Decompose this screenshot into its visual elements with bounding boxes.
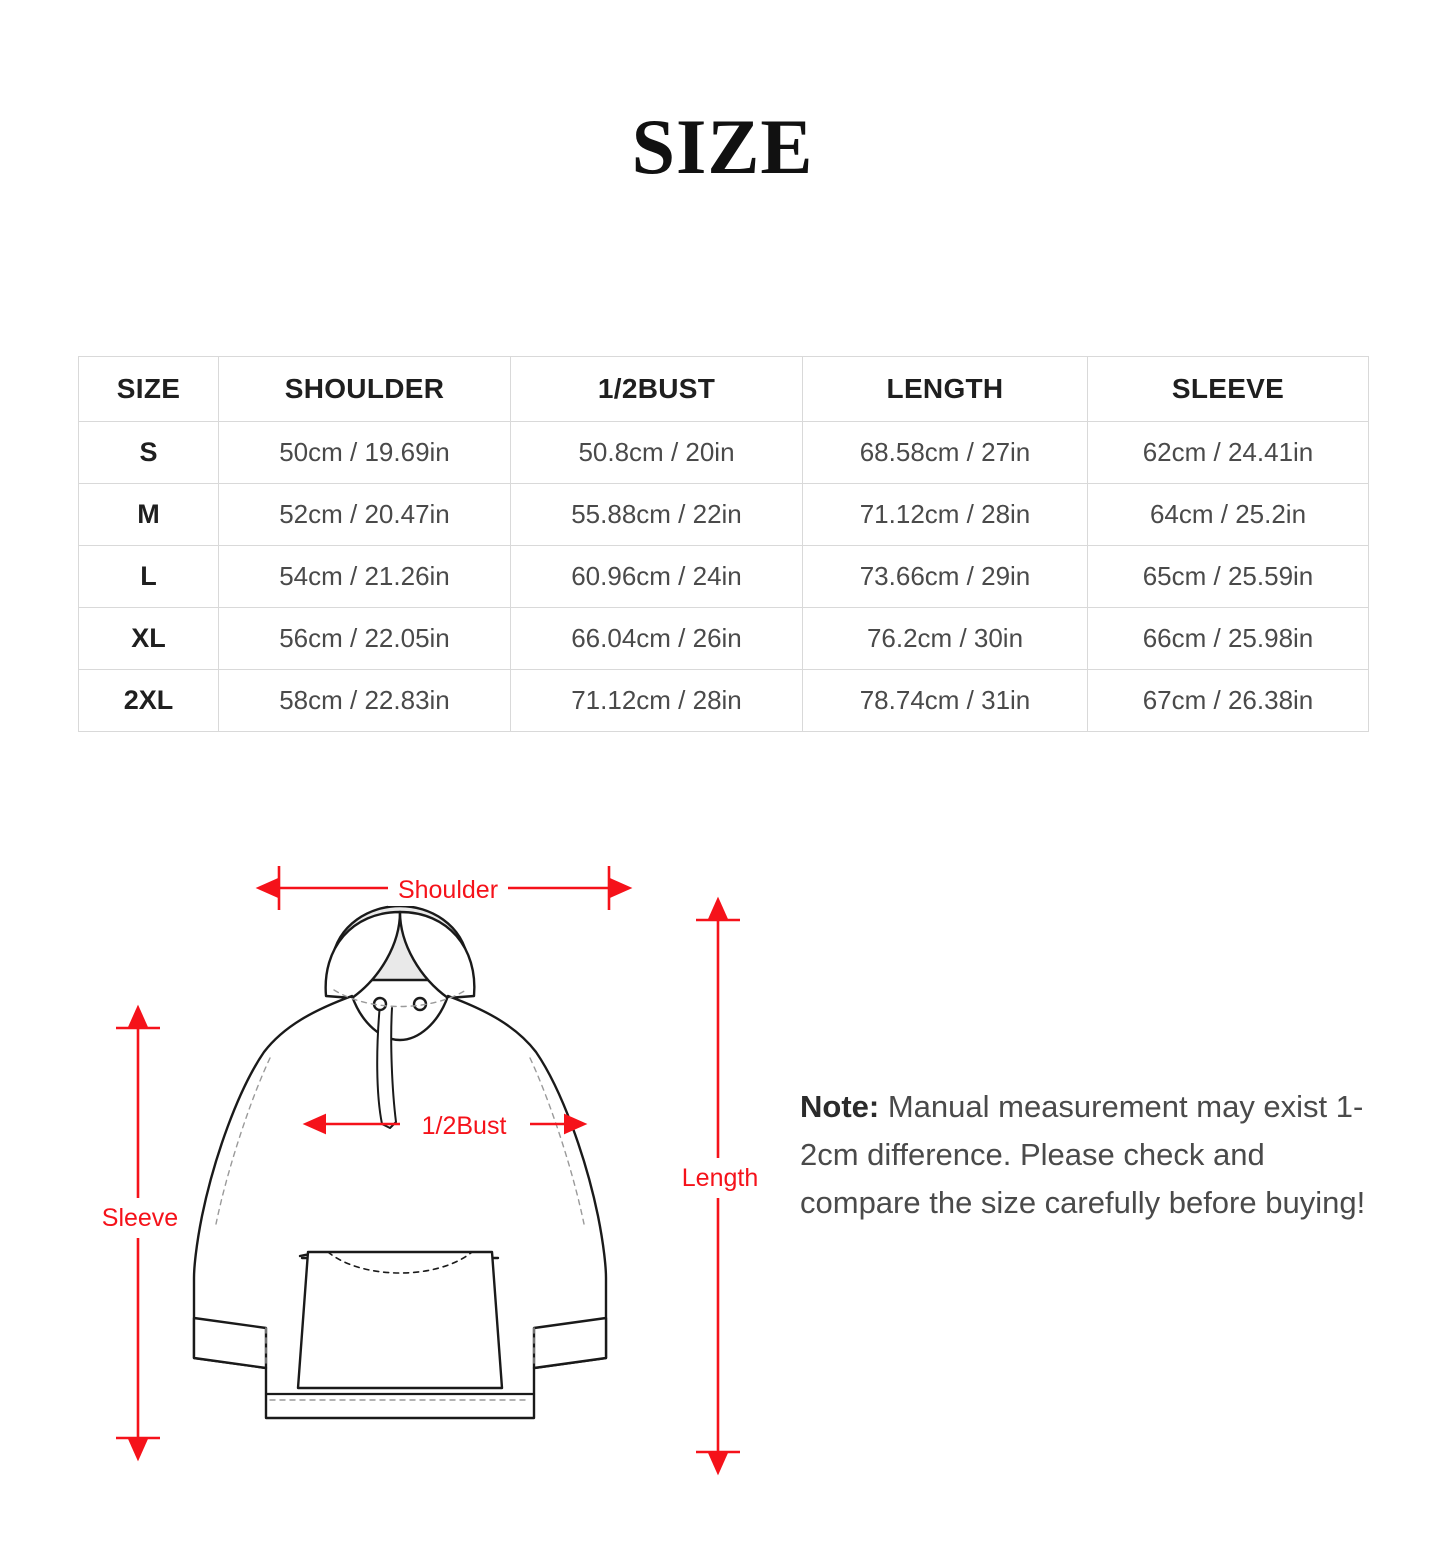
cell-sleeve: 62cm / 24.41in [1088, 422, 1369, 484]
cell-shoulder: 54cm / 21.26in [219, 546, 511, 608]
cell-bust: 50.8cm / 20in [511, 422, 803, 484]
label-length: Length [681, 1164, 759, 1192]
label-sleeve: Sleeve [101, 1204, 179, 1232]
cell-size: L [79, 546, 219, 608]
cell-sleeve: 66cm / 25.98in [1088, 608, 1369, 670]
cell-shoulder: 52cm / 20.47in [219, 484, 511, 546]
page-title: SIZE [631, 103, 814, 190]
note-label: Note: [800, 1089, 880, 1124]
column-header-bust: 1/2BUST [511, 357, 803, 422]
cell-length: 76.2cm / 30in [803, 608, 1088, 670]
cell-sleeve: 65cm / 25.59in [1088, 546, 1369, 608]
table-row [79, 484, 1369, 546]
cell-bust: 60.96cm / 24in [511, 546, 803, 608]
hoodie-icon [194, 906, 606, 1418]
cell-shoulder: 58cm / 22.83in [219, 670, 511, 732]
cell-size: M [79, 484, 219, 546]
cell-bust: 66.04cm / 26in [511, 608, 803, 670]
column-header-shoulder: SHOULDER [219, 357, 511, 422]
cell-bust: 55.88cm / 22in [511, 484, 803, 546]
cell-length: 68.58cm / 27in [803, 422, 1088, 484]
cell-size: 2XL [79, 670, 219, 732]
note-body: Manual measurement may exist 1-2cm difference. Please check and compare the size carefully before buying! [800, 1089, 1366, 1221]
column-header-sleeve: SLEEVE [1088, 357, 1369, 422]
cell-length: 71.12cm / 28in [803, 484, 1088, 546]
label-shoulder: Shoulder [397, 876, 499, 904]
table-row [79, 546, 1369, 608]
cell-length: 78.74cm / 31in [803, 670, 1088, 732]
table-row [79, 608, 1369, 670]
note-text [800, 1083, 1380, 1227]
label-bust: 1/2Bust [421, 1112, 507, 1140]
cell-shoulder: 56cm / 22.05in [219, 608, 511, 670]
table-row [79, 670, 1369, 732]
cell-length: 73.66cm / 29in [803, 546, 1088, 608]
cell-sleeve: 64cm / 25.2in [1088, 484, 1369, 546]
table-row [79, 422, 1369, 484]
cell-size: S [79, 422, 219, 484]
cell-sleeve: 67cm / 26.38in [1088, 670, 1369, 732]
measurement-diagram [70, 828, 790, 1488]
cell-shoulder: 50cm / 19.69in [219, 422, 511, 484]
column-header-size: SIZE [79, 357, 219, 422]
cell-size: XL [79, 608, 219, 670]
cell-bust: 71.12cm / 28in [511, 670, 803, 732]
size-chart-table [78, 356, 1369, 732]
column-header-length: LENGTH [803, 357, 1088, 422]
size-chart-table-wrapper [78, 356, 1368, 732]
table-header-row [79, 357, 1369, 422]
